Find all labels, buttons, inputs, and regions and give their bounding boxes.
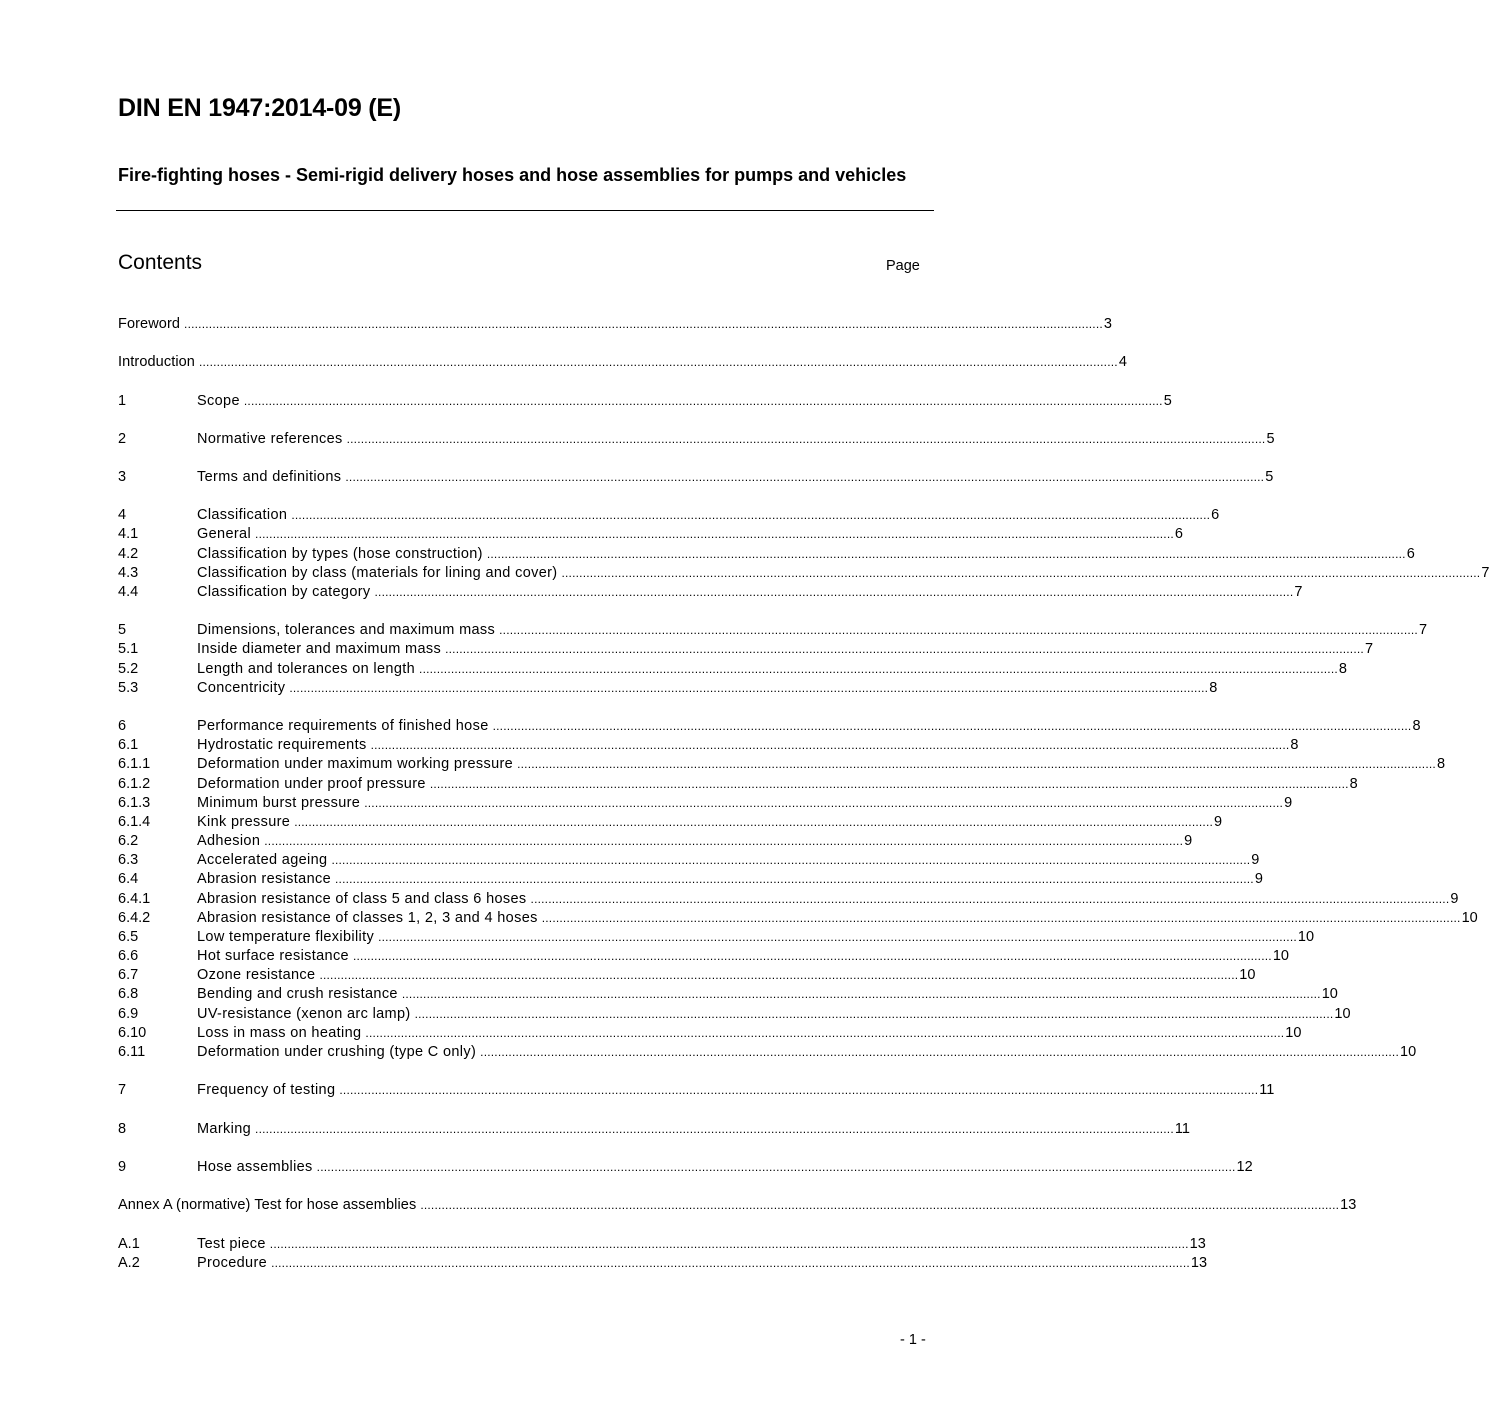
dot-leader: .................................................................................................................................................................................................................................................................... (374, 585, 1294, 599)
toc-section-number: 6.4.1 (118, 891, 151, 907)
toc-entry[interactable] (118, 564, 1489, 583)
dot-leader: .................................................................................................................................................................................................................................................................... (198, 355, 1118, 369)
toc-entry[interactable] (118, 468, 1274, 487)
toc-section-number: 6.4 (118, 871, 139, 887)
toc-section-title: Length and tolerances on length (197, 661, 416, 677)
dot-leader: .................................................................................................................................................................................................................................................................... (271, 1256, 1190, 1270)
toc-page-number: 9 (1284, 795, 1293, 811)
toc-entry[interactable] (118, 1081, 1275, 1100)
toc-page-number: 6 (1406, 546, 1415, 562)
dot-leader: .................................................................................................................................................................................................................................................................... (345, 470, 1265, 484)
toc-page-number: 7 (1481, 565, 1489, 581)
toc-page-number: 8 (1290, 737, 1299, 753)
toc-section-title: Abrasion resistance of class 5 and class 6 hoses (197, 891, 527, 907)
dot-leader: .................................................................................................................................................................................................................................................................... (335, 872, 1254, 886)
toc-entry[interactable] (118, 1158, 1253, 1177)
toc-page-number: 5 (1163, 393, 1172, 409)
dot-leader: .................................................................................................................................................................................................................................................................... (420, 1198, 1340, 1212)
toc-entry[interactable] (118, 890, 1459, 909)
toc-section-title: Procedure (197, 1255, 268, 1271)
dot-leader: .................................................................................................................................................................................................................................................................... (445, 642, 1364, 656)
toc-page-number: 6 (1211, 507, 1220, 523)
dot-leader: .................................................................................................................................................................................................................................................................... (561, 566, 1481, 580)
toc-entry[interactable] (118, 909, 1478, 928)
toc-entry[interactable] (118, 1005, 1351, 1024)
toc-page-number: 8 (1338, 661, 1347, 677)
toc-page-number: 5 (1265, 469, 1274, 485)
toc-section-number: 9 (118, 1159, 127, 1175)
toc-section-title: Abrasion resistance (197, 871, 331, 887)
dot-leader: .................................................................................................................................................................................................................................................................... (331, 853, 1251, 867)
toc-section-number: 6.6 (118, 948, 139, 964)
toc-entry[interactable] (118, 870, 1263, 889)
toc-page-number: 4 (1118, 354, 1127, 370)
toc-section-title: Classification (197, 507, 288, 523)
toc-section-title: Dimensions, tolerances and maximum mass (197, 622, 496, 638)
dot-leader: .................................................................................................................................................................................................................................................................... (255, 1122, 1174, 1136)
toc-page-number: 10 (1272, 948, 1289, 964)
dot-leader: .................................................................................................................................................................................................................................................................... (517, 757, 1436, 771)
toc-entry[interactable] (118, 985, 1338, 1004)
toc-section-title: Frequency of testing (197, 1082, 336, 1098)
toc-entry[interactable] (118, 794, 1293, 813)
toc-section-number: 4 (118, 507, 127, 523)
toc-section-title: Classification by class (materials for lining and cover) (197, 565, 558, 581)
toc-section-title: Classification by types (hose construction) (197, 546, 483, 562)
toc-section-number: 4.3 (118, 565, 139, 581)
toc-section-title: Inside diameter and maximum mass (197, 641, 442, 657)
dot-leader: .................................................................................................................................................................................................................................................................... (492, 719, 1412, 733)
toc-page-number: 10 (1285, 1025, 1302, 1041)
toc-page-number: 10 (1321, 986, 1338, 1002)
dot-leader: .................................................................................................................................................................................................................................................................... (294, 815, 1214, 829)
toc-page-number: 8 (1412, 718, 1421, 734)
toc-page-number: 10 (1400, 1044, 1417, 1060)
toc-page-number: 9 (1254, 871, 1263, 887)
toc-section-title: Loss in mass on heating (197, 1025, 362, 1041)
toc-section-title: Test piece (197, 1236, 266, 1252)
toc-page-number: 7 (1418, 622, 1428, 638)
toc-page-number: 8 (1209, 680, 1218, 696)
toc-section-title: Deformation under crushing (type C only) (197, 1044, 477, 1060)
toc-entry[interactable] (118, 851, 1260, 870)
toc-section-title: Abrasion resistance of classes 1, 2, 3 and 4 hoses (197, 910, 538, 926)
toc-page-number: 5 (1266, 431, 1275, 447)
dot-leader: .................................................................................................................................................................................................................................................................... (243, 394, 1163, 408)
toc-section-title: UV-resistance (xenon arc lamp) (197, 1006, 411, 1022)
toc-section-number: 6.7 (118, 967, 139, 983)
toc-page-number: 10 (1239, 967, 1256, 983)
toc-page-number: 13 (1189, 1236, 1206, 1252)
dot-leader: .................................................................................................................................................................................................................................................................... (346, 432, 1266, 446)
toc-section-number: 6.9 (118, 1006, 139, 1022)
toc-entry[interactable] (118, 525, 1183, 544)
toc-page-number: 12 (1236, 1159, 1253, 1175)
toc-section-title: Hydrostatic requirements (197, 737, 367, 753)
toc-section-title: Concentricity (197, 680, 286, 696)
dot-leader: .................................................................................................................................................................................................................................................................... (378, 930, 1297, 944)
toc-page-number: 13 (1340, 1197, 1357, 1213)
toc-section-title: Bending and crush resistance (197, 986, 398, 1002)
dot-leader: .................................................................................................................................................................................................................................................................... (429, 777, 1349, 791)
toc-section-title: Minimum burst pressure (197, 795, 361, 811)
dot-leader: .................................................................................................................................................................................................................................................................... (486, 547, 1406, 561)
toc-section-title: Deformation under proof pressure (197, 776, 426, 792)
toc-section-number: A.1 (118, 1236, 140, 1252)
dot-leader: .................................................................................................................................................................................................................................................................... (339, 1083, 1259, 1097)
toc-section-title: Kink pressure (197, 814, 291, 830)
dot-leader: .................................................................................................................................................................................................................................................................... (352, 949, 1272, 963)
toc-section-number: 4.4 (118, 584, 139, 600)
toc-entry[interactable] (118, 775, 1358, 794)
toc-page-number: 7 (1364, 641, 1374, 657)
toc-section-title: Adhesion (197, 833, 261, 849)
toc-page-number: 11 (1174, 1121, 1190, 1137)
dot-leader: .................................................................................................................................................................................................................................................................... (365, 1026, 1285, 1040)
toc-page-number: 8 (1349, 776, 1358, 792)
toc-entry[interactable] (118, 928, 1315, 947)
toc-page-number: 13 (1190, 1255, 1208, 1271)
dot-leader: .................................................................................................................................................................................................................................................................... (316, 1160, 1236, 1174)
toc-section-number: 3 (118, 469, 127, 485)
toc-section-number: 6.1.1 (118, 756, 151, 772)
toc-page-number: 8 (1436, 756, 1446, 772)
toc-section-title: Annex A (normative) Test for hose assemblies (118, 1197, 417, 1213)
toc-section-number: A.2 (118, 1255, 140, 1271)
toc-section-title: Hose assemblies (197, 1159, 313, 1175)
toc-section-number: 7 (118, 1082, 127, 1098)
toc-section-number: 6.1.4 (118, 814, 151, 830)
toc-section-number: 6.1 (118, 737, 139, 753)
toc-entry[interactable] (118, 545, 1415, 564)
toc-section-title: Classification by category (197, 584, 371, 600)
toc-page-number: 9 (1184, 833, 1193, 849)
toc-section-title: Deformation under maximum working pressure (197, 756, 514, 772)
dot-leader: .................................................................................................................................................................................................................................................................... (401, 987, 1321, 1001)
toc-entry[interactable] (118, 506, 1220, 525)
toc-section-number: 4.2 (118, 546, 139, 562)
toc-page-number: 10 (1461, 910, 1478, 926)
toc-section-number: 6.1.2 (118, 776, 151, 792)
toc-entry[interactable] (118, 353, 1127, 372)
dot-leader: .................................................................................................................................................................................................................................................................... (480, 1045, 1399, 1059)
toc-section-title: Hot surface resistance (197, 948, 349, 964)
toc-section-number: 5 (118, 622, 127, 638)
toc-entry[interactable] (118, 1043, 1417, 1062)
toc-section-number: 6.3 (118, 852, 139, 868)
toc-entry[interactable] (118, 583, 1303, 602)
toc-section-title: Introduction (118, 354, 195, 370)
title-underline (116, 210, 934, 211)
toc-page-number: 11 (1259, 1082, 1275, 1098)
toc-page-number: 6 (1174, 526, 1183, 542)
toc-section-number: 5.1 (118, 641, 139, 657)
toc-section-number: 8 (118, 1121, 127, 1137)
toc-entry[interactable] (118, 1254, 1208, 1273)
dot-leader: .................................................................................................................................................................................................................................................................... (255, 527, 1174, 541)
dot-leader: .................................................................................................................................................................................................................................................................... (291, 508, 1211, 522)
dot-leader: .................................................................................................................................................................................................................................................................... (370, 738, 1290, 752)
toc-section-number: 6.8 (118, 986, 139, 1002)
page-column-heading: Page (886, 258, 920, 274)
dot-leader: .................................................................................................................................................................................................................................................................... (289, 681, 1209, 695)
toc-section-number: 6.1.3 (118, 795, 151, 811)
toc-section-number: 6.4.2 (118, 910, 151, 926)
toc-entry[interactable] (118, 392, 1172, 411)
toc-entry[interactable] (118, 717, 1421, 736)
toc-page-number: 10 (1334, 1006, 1351, 1022)
document-identifier: DIN EN 1947:2014-09 (E) (118, 94, 402, 122)
document-title: Fire-fighting hoses - Semi-rigid delivery hoses and hose assemblies for pumps and vehicles (118, 165, 907, 185)
toc-section-title: Scope (197, 393, 240, 409)
dot-leader: .................................................................................................................................................................................................................................................................... (264, 834, 1184, 848)
toc-section-number: 5.2 (118, 661, 139, 677)
toc-page-number: 10 (1297, 929, 1315, 945)
toc-section-number: 4.1 (118, 526, 139, 542)
toc-entry[interactable] (118, 736, 1299, 755)
dot-leader: .................................................................................................................................................................................................................................................................... (499, 623, 1418, 637)
toc-entry[interactable] (118, 755, 1446, 774)
toc-entry[interactable] (118, 621, 1428, 640)
toc-entry[interactable] (118, 430, 1275, 449)
toc-entry[interactable] (118, 832, 1193, 851)
toc-section-number: 5.3 (118, 680, 139, 696)
toc-section-title: Foreword (118, 316, 181, 332)
dot-leader: .................................................................................................................................................................................................................................................................... (414, 1007, 1334, 1021)
toc-entry[interactable] (118, 1235, 1206, 1254)
toc-section-number: 1 (118, 393, 127, 409)
toc-section-title: Accelerated ageing (197, 852, 328, 868)
toc-section-title: Marking (197, 1121, 252, 1137)
toc-section-number: 6.11 (118, 1044, 146, 1060)
dot-leader: .................................................................................................................................................................................................................................................................... (541, 911, 1461, 925)
toc-section-title: Ozone resistance (197, 967, 316, 983)
toc-section-number: 6 (118, 718, 127, 734)
toc-entry[interactable] (118, 813, 1223, 832)
dot-leader: .................................................................................................................................................................................................................................................................... (319, 968, 1239, 982)
toc-page-number: 9 (1450, 891, 1459, 907)
toc-section-title: Terms and definitions (197, 469, 342, 485)
toc-entry[interactable] (118, 1196, 1357, 1215)
contents-heading: Contents (118, 251, 203, 274)
toc-section-number: 6.5 (118, 929, 139, 945)
toc-entry[interactable] (118, 315, 1112, 334)
dot-leader: .................................................................................................................................................................................................................................................................... (419, 662, 1338, 676)
toc-entry[interactable] (118, 1024, 1302, 1043)
dot-leader: .................................................................................................................................................................................................................................................................... (184, 317, 1103, 331)
toc-section-number: 6.10 (118, 1025, 147, 1041)
toc-page-number: 9 (1251, 852, 1260, 868)
toc-page-number: 9 (1214, 814, 1223, 830)
toc-section-number: 6.2 (118, 833, 139, 849)
toc-page-number: 7 (1294, 584, 1303, 600)
toc-section-title: Performance requirements of finished hose (197, 718, 489, 734)
page-number: - 1 - (900, 1332, 926, 1348)
dot-leader: .................................................................................................................................................................................................................................................................... (364, 796, 1284, 810)
toc-page-number: 3 (1103, 316, 1112, 332)
toc-section-title: Low temperature flexibility (197, 929, 375, 945)
toc-section-number: 2 (118, 431, 127, 447)
toc-section-title: Normative references (197, 431, 343, 447)
dot-leader: .................................................................................................................................................................................................................................................................... (269, 1237, 1189, 1251)
toc-entry[interactable] (118, 1120, 1190, 1139)
dot-leader: .................................................................................................................................................................................................................................................................... (530, 892, 1450, 906)
toc-entry[interactable] (118, 679, 1218, 698)
toc-entry[interactable] (118, 660, 1347, 679)
toc-entry[interactable] (118, 947, 1289, 966)
toc-section-title: General (197, 526, 252, 542)
toc-entry[interactable] (118, 640, 1374, 659)
toc-entry[interactable] (118, 966, 1256, 985)
